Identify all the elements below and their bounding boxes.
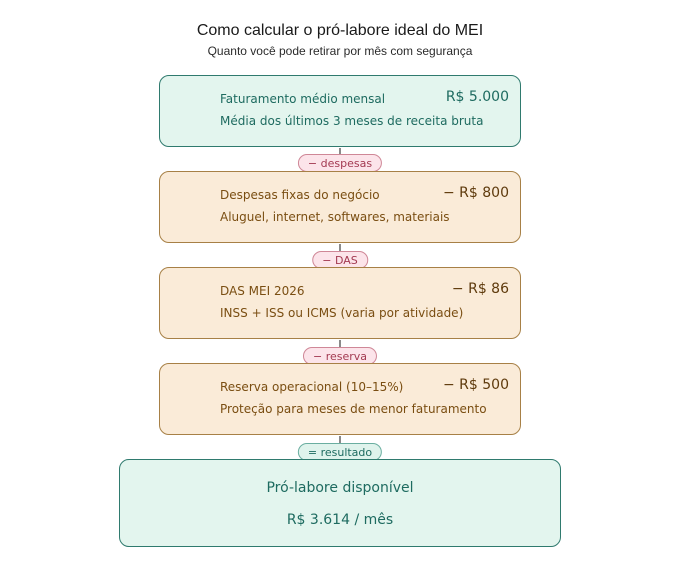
step-card-expenses [159, 171, 521, 243]
step-label: Reserva operacional (10–15%) [220, 380, 404, 394]
connector-badge-das: − DAS [312, 251, 368, 269]
step-card-revenue [159, 75, 521, 147]
result-card [119, 459, 561, 547]
step-value: − R$ 500 [443, 377, 509, 393]
step-value: − R$ 86 [451, 281, 509, 297]
step-label: DAS MEI 2026 [220, 284, 305, 298]
step-card-das [159, 267, 521, 339]
connector-badge-result: = resultado [298, 443, 382, 461]
connector-badge-expenses: − despesas [298, 154, 382, 172]
result-value: R$ 3.614 / mês [286, 512, 394, 528]
step-value: − R$ 800 [443, 185, 509, 201]
step-label: Faturamento médio mensal [220, 92, 386, 106]
step-description: Aluguel, internet, softwares, materiais [220, 210, 450, 224]
step-description: Média dos últimos 3 meses de receita bruta [220, 114, 484, 128]
page-title: Como calcular o pró-labore ideal do MEI [196, 22, 484, 39]
result-label: Pró-labore disponível [266, 480, 414, 496]
step-description: INSS + ISS ou ICMS (varia por atividade) [220, 306, 464, 320]
step-card-reserve [159, 363, 521, 435]
step-value: R$ 5.000 [445, 89, 509, 105]
step-label: Despesas fixas do negócio [220, 188, 380, 202]
page-subtitle: Quanto você pode retirar por mês com segurança [207, 44, 473, 58]
step-description: Proteção para meses de menor faturamento [220, 402, 487, 416]
connector-badge-reserve: − reserva [303, 347, 377, 365]
